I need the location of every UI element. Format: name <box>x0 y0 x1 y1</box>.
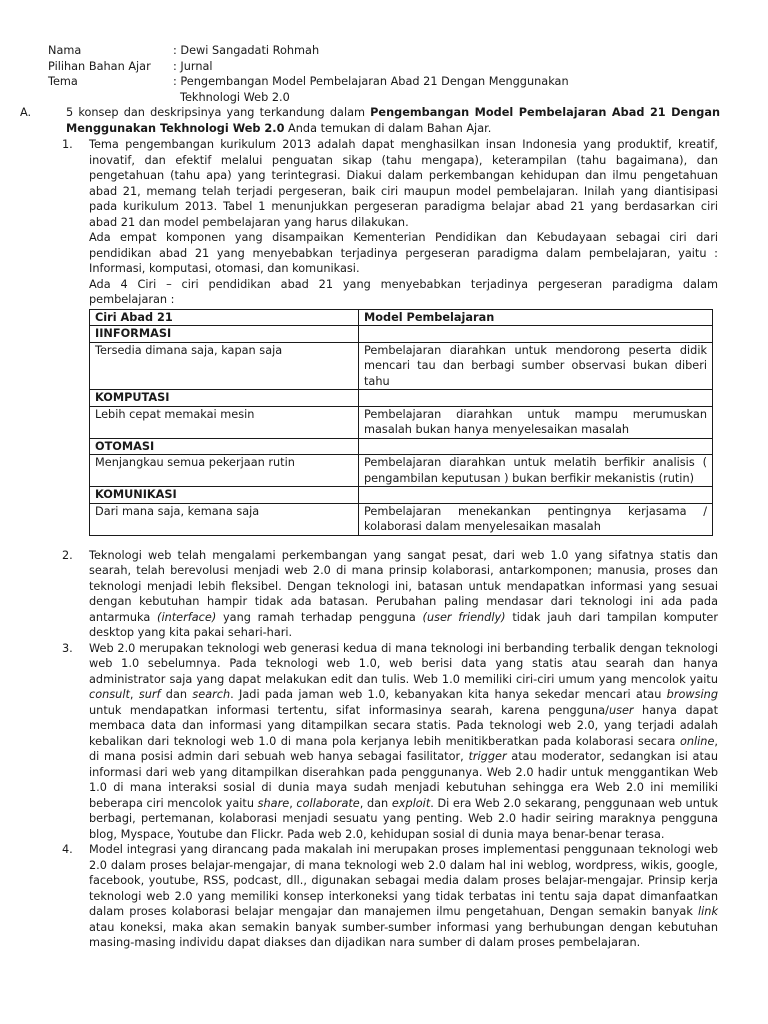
paragraph: Tema pengembangan kurikulum 2013 adalah dapat menghasilkan insan Indonesia yang produktif, kreatif, inovatif, dan efektif melalui penguatan sikap (tahu mengapa), keterampilan (tahu bagaimana), dan pengetahuan (tahu apa) yang terintegrasi. Diakui dalam perkembangan kehidupan dan ilmu pengetahuan abad 21, memang telah terjadi pergeseran, baik ciri maupun model pembelajaran. Inilah yang diantisipasi pada kurikulum 2013. Tabel 1 menunjukkan pergeseran paradigma belajar abad 21 yang berdasarkan ciri abad 21 dan model pembelajaran yang harus dilakukan. <box>89 138 718 229</box>
table-header-model: Model Pembelajaran <box>359 309 713 326</box>
paragraph: Web 2.0 merupakan teknologi web generasi kedua di mana teknologi ini berbanding terbalik dengan teknologi web 1.0 sebelumnya. Pada teknologi web 1.0, web berisi data yang statis atau searah dan hanya administrator saja yang dapat melakukan edit dan tulis. Web 1.0 memiliki ciri-ciri umum yang mencolok yaitu consult, surf dan search. Jadi pada jaman web 1.0, kebanyakan kita hanya sekedar mencari atau browsing untuk mendapatkan informasi tertentu, sifat informasinya searah, karena pengguna/user hanya dapat membaca data dan informasi yang ditampilkan secara statis. Pada teknologi web 2.0, yang terjadi adalah kebalikan dari teknologi web 1.0 di mana pola kerjanya lebih menitikberatkan pada kolaborasi secara online, di mana posisi admin dari sebuah web hanya sebagai fasilitator, trigger atau moderator, sedangkan isi atau informasi dari web yang ditampilkan diserahkan pada penggunanya. Web 2.0 hadir untuk menggantikan Web 1.0 di mana interaksi sosial di dunia maya sudah menjadi kebutuhan sehingga era Web 2.0 ini memiliki beberapa ciri mencolok yaitu share, collaborate, dan exploit. Di era Web 2.0 sekarang, penggunaan web untuk berbagi, pertemanan, kolaborasi menjadi sesuatu yang penting. Web 2.0 hadir seiring maraknya pengguna blog, Myspace, Youtube dan Flickr. Pada web 2.0, kehidupan sosial di dunia maya benar-benar terasa. <box>89 641 719 841</box>
tema-value: : Pengembangan Model Pembelajaran Abad 21 Dengan Menggunakan <box>173 75 569 88</box>
section-a-text: 5 konsep dan deskripsinya yang terkandung dalam Pengembangan Model Pembelajaran Abad 21 Dengan Menggunakan Tekhnologi Web 2.0 Anda temukan di dalam Bahan Ajar. <box>66 106 720 135</box>
table-model-cell: Pembelajaran menekankan pentingnya kerjasama / kolaborasi dalam menyelesaikan masalah <box>359 503 713 535</box>
table-row <box>90 342 713 390</box>
table-model-cell: Pembelajaran diarahkan untuk mampu merumuskan masalah bukan hanya menyelesaikan masalah <box>359 406 713 438</box>
nama-label: Nama <box>48 44 82 57</box>
section-a <box>20 105 720 136</box>
pilihan-label: Pilihan Bahan Ajar <box>48 59 151 73</box>
table-row <box>90 438 713 455</box>
header-row-nama <box>48 43 728 59</box>
table-category: KOMPUTASI <box>90 390 359 407</box>
paragraph: Ada 4 Ciri – ciri pendidikan abad 21 yang menyebabkan terjadinya pergeseran paradigma dalam pembelajaran : <box>89 277 718 306</box>
table-header-row <box>90 309 713 326</box>
table-model-cell: Pembelajaran diarahkan untuk mendorong peserta didik mencari tau dan berbagi sumber observasi bukan diberi tahu <box>359 342 713 390</box>
table-ciri-cell: Tersedia dimana saja, kapan saja <box>90 342 359 390</box>
list-item-4 <box>62 842 718 951</box>
table-row <box>90 390 713 407</box>
ciri-table <box>89 309 713 536</box>
list-number: 3. <box>62 641 73 655</box>
header-row-pilihan <box>48 59 728 75</box>
table-ciri-cell: Dari mana saja, kemana saja <box>90 503 359 535</box>
table-ciri-cell: Lebih cepat memakai mesin <box>90 406 359 438</box>
identity-header <box>48 43 728 105</box>
list-number: 4. <box>62 843 73 856</box>
list-item-2 <box>62 548 718 641</box>
numbered-list <box>62 137 718 951</box>
paragraph: Model integrasi yang dirancang pada makalah ini merupakan proses implementasi penggunaan teknologi web 2.0 dalam proses belajar-mengajar, di mana teknologi web 2.0 dalam hal ini weblog, wordpress, wikis, google, facebook, youtube, RSS, podcast, dll., digunakan sebagai media dalam proses belajar-mengajar. Prinsip kerja teknologi web 2.0 yang memiliki konsep interkoneksi yang tidak terbatas ini tentu saja dapat dimanfaatkan dalam proses kolaborasi belajar mengajar dan manajemen ilmu pengetahuan, Dengan semakin banyak link atau koneksi, maka akan semakin banyak sumber-sumber informasi yang berhubungan dengan kebutuhan masing-masing individu dapat diakses dan dijadikan nara sumber di dalam proses pembelajaran. <box>89 843 718 949</box>
paragraph: Ada empat komponen yang disampaikan Kementerian Pendidikan dan Kebudayaan sebagai ciri dari pendidikan abad 21 yang menyebabkan terjadinya pergeseran paradigma dalam pembelajaran, yaitu : Informasi, komputasi, otomasi, dan komunikasi. <box>89 231 718 275</box>
section-a-label: A. <box>20 106 32 119</box>
tema-label: Tema <box>48 75 78 88</box>
table-model-cell: Pembelajaran diarahkan untuk melatih berfikir analisis ( pengambilan keputusan ) bukan berfikir mekanistis (rutin) <box>359 455 713 487</box>
list-number: 2. <box>62 548 73 562</box>
list-item-3 <box>62 641 718 843</box>
header-row-tema <box>48 74 728 90</box>
list-item-1 <box>62 137 718 536</box>
table-category: IINFORMASI <box>90 326 359 343</box>
paragraph: Teknologi web telah mengalami perkembangan yang sangat pesat, dari web 1.0 yang sifatnya statis dan searah, telah berevolusi menjadi web 2.0 di mana prinsip kolaborasi, antarkomponen; manusia, proses dan teknologi menjadi lebih fleksibel. Dengan teknologi ini, batasan untuk mendapatkan informasi yang sesuai dengan kebutuhan hampir tidak ada batasan. Perubahan paling mendasar dari teknologi ini ada pada antarmuka (interface) yang ramah terhadap pengguna (user friendly) tidak jauh dari tampilan komputer desktop yang kita pakai sehari-hari. <box>89 548 718 639</box>
table-row <box>90 503 713 535</box>
table-category: KOMUNIKASI <box>90 487 359 504</box>
tema-value-continued: Tekhnologi Web 2.0 <box>180 90 290 104</box>
list-number: 1. <box>62 138 73 151</box>
table-header-ciri: Ciri Abad 21 <box>90 309 359 326</box>
table-row <box>90 406 713 438</box>
table-row <box>90 487 713 504</box>
table-category: OTOMASI <box>90 438 359 455</box>
table-row <box>90 326 713 343</box>
nama-value: : Dewi Sangadati Rohmah <box>173 44 320 57</box>
table-ciri-cell: Menjangkau semua pekerjaan rutin <box>90 455 359 487</box>
table-row <box>90 455 713 487</box>
pilihan-value: : Jurnal <box>173 59 213 73</box>
